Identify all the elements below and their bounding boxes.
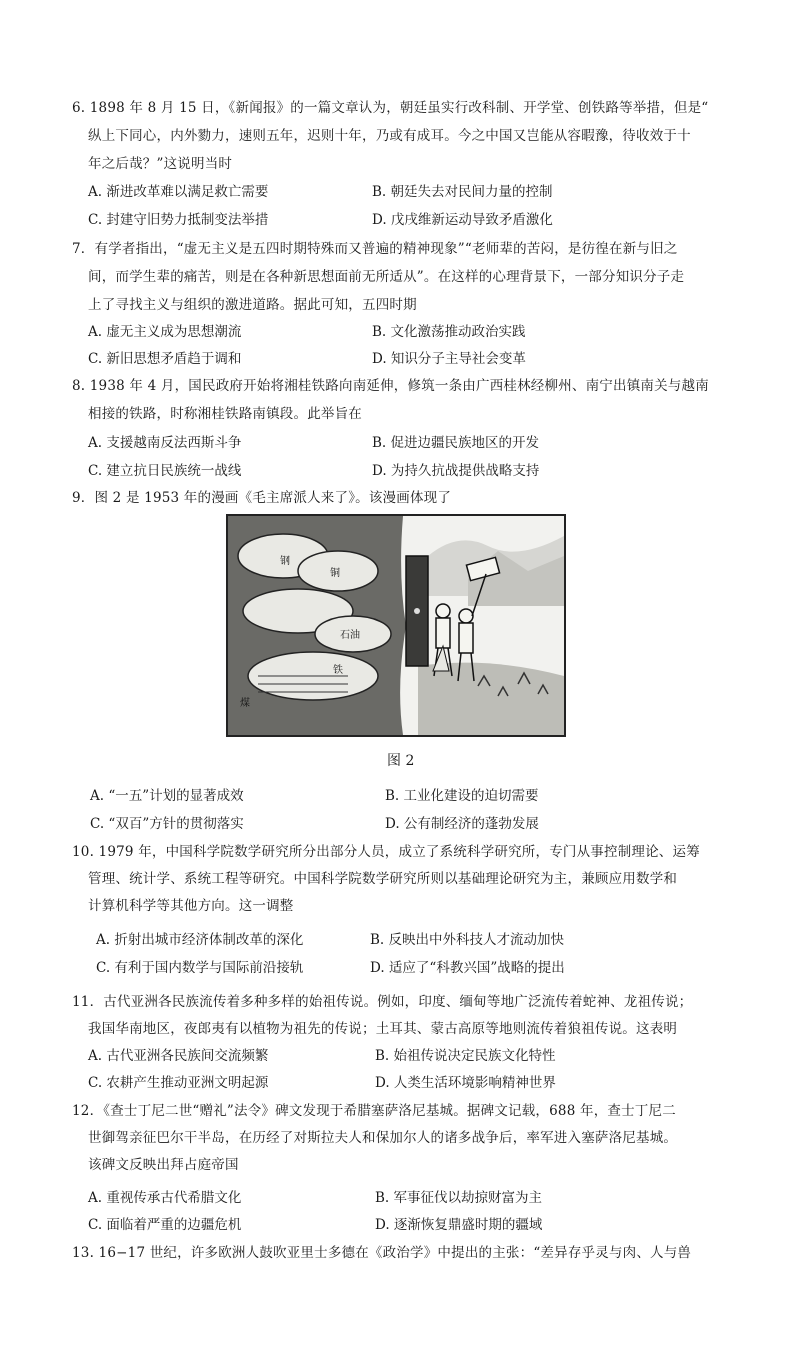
question-6-stem-line-3: 年之后哉？”这说明当时 [88, 156, 233, 172]
question-7-option-c: C. 新旧思想矛盾趋于调和 [88, 351, 242, 367]
question-10-option-b: B. 反映出中外科技人才流动加快 [370, 932, 565, 948]
question-13-stem-line-1: 13. 16−17 世纪，许多欧洲人鼓吹亚里士多德在《政治学》中提出的主张：“差异存乎灵与肉、人与兽 [72, 1245, 692, 1261]
question-10-stem-line-2: 管理、统计学、系统工程等研究。中国科学院数学研究所则以基础理论研究为主，兼顾应用数学和 [88, 871, 678, 887]
question-6-option-d: D. 戊戌维新运动导致矛盾激化 [372, 212, 553, 228]
question-8-stem-line-2: 相接的铁路，时称湘桂铁路南镇段。此举旨在 [88, 406, 362, 422]
question-7-stem-line-1: 7．有学者指出，“虚无主义是五四时期特殊而又普遍的精神现象”“老师辈的苦闷，是彷徨在新与旧之 [72, 241, 678, 257]
question-7-option-b: B. 文化激荡推动政治实践 [372, 324, 526, 340]
question-11-option-c: C. 农耕产生推动亚洲文明起源 [88, 1075, 269, 1091]
question-10-option-a: A. 折射出城市经济体制改革的深化 [96, 932, 304, 948]
question-12-stem-line-1: 12．《查士丁尼二世“赠礼”法令》碑文发现于希腊塞萨洛尼基城。据碑文记载，688 年，查士丁尼二 [72, 1103, 676, 1119]
cartoon-label-steel: 钢 [280, 556, 290, 567]
question-8-option-d: D. 为持久抗战提供战略支持 [372, 463, 540, 479]
cartoon-illustration [228, 516, 564, 735]
question-7-stem-line-2: 间，而学生辈的痛苦，则是在各种新思想面前无所适从”。在这样的心理背景下，一部分知识分子走 [88, 269, 685, 285]
question-6-stem-line-2: 纵上下同心，内外勠力，速则五年，迟则十年，乃或有成耳。今之中国又岂能从容暇豫，待收效于十 [88, 128, 691, 144]
question-9-stem-line-1: 9．图 2 是 1953 年的漫画《毛主席派人来了》。该漫画体现了 [72, 490, 452, 506]
question-12-stem-line-3: 该碑文反映出拜占庭帝国 [88, 1157, 239, 1173]
question-9-option-c: C. “双百”方针的贯彻落实 [90, 816, 244, 832]
cartoon-label-iron: 铁 [333, 665, 343, 676]
question-10-option-c: C. 有利于国内数学与国际前沿接轨 [96, 960, 304, 976]
figure-caption: 图 2 [387, 753, 415, 769]
question-8-stem-line-1: 8. 1938 年 4 月，国民政府开始将湘桂铁路向南延伸，修筑一条由广西桂林经柳州、南宁出镇南关与越南 [72, 378, 709, 394]
question-10-option-d: D. 适应了“科教兴国”战略的提出 [370, 960, 565, 976]
question-10-stem-line-1: 10. 1979 年，中国科学院数学研究所分出部分人员，成立了系统科学研究所，专门从事控制理论、运筹 [72, 844, 700, 860]
cartoon-label-oil: 石油 [340, 630, 360, 641]
question-7-option-a: A. 虚无主义成为思想潮流 [88, 324, 242, 340]
question-12-option-b: B. 军事征伐以劫掠财富为主 [375, 1190, 543, 1206]
question-11-option-b: B. 始祖传说决定民族文化特性 [375, 1048, 556, 1064]
cartoon-label-coal: 煤 [240, 698, 250, 709]
question-11-option-a: A. 古代亚洲各民族间交流频繁 [88, 1048, 269, 1064]
question-6-option-a: A. 渐进改革难以满足救亡需要 [88, 184, 269, 200]
cartoon-figure [226, 514, 566, 737]
question-6-stem-line-1: 6. 1898 年 8 月 15 日，《新闻报》的一篇文章认为，朝廷虽实行改科制、开学堂、创铁路等举措，但是“ [72, 100, 709, 116]
question-11-option-d: D. 人类生活环境影响精神世界 [375, 1075, 556, 1091]
question-12-option-d: D. 逐渐恢复鼎盛时期的疆域 [375, 1217, 543, 1233]
question-7-stem-line-3: 上了寻找主义与组织的激进道路。据此可知，五四时期 [88, 297, 417, 313]
question-6-option-c: C. 封建守旧势力抵制变法举措 [88, 212, 269, 228]
question-8-option-b: B. 促进边疆民族地区的开发 [372, 435, 540, 451]
question-7-option-d: D. 知识分子主导社会变革 [372, 351, 526, 367]
question-11-stem-line-1: 11．古代亚洲各民族流传着多种多样的始祖传说。例如，印度、缅甸等地广泛流传着蛇神、龙祖传说； [72, 994, 693, 1010]
question-12-stem-line-2: 世御驾亲征巴尔干半岛，在历经了对斯拉夫人和保加尔人的诸多战争后，率军进入塞萨洛尼基城。 [88, 1130, 678, 1146]
question-11-stem-line-2: 我国华南地区，夜郎夷有以植物为祖先的传说；土耳其、蒙古高原等地则流传着狼祖传说。这表明 [88, 1021, 678, 1037]
question-6-option-b: B. 朝廷失去对民间力量的控制 [372, 184, 553, 200]
question-8-option-a: A. 支援越南反法西斯斗争 [88, 435, 242, 451]
question-9-option-b: B. 工业化建设的迫切需要 [385, 788, 539, 804]
question-8-option-c: C. 建立抗日民族统一战线 [88, 463, 242, 479]
question-9-option-a: A. “一五”计划的显著成效 [90, 788, 244, 804]
question-12-option-a: A. 重视传承古代希腊文化 [88, 1190, 242, 1206]
question-10-stem-line-3: 计算机科学等其他方向。这一调整 [88, 898, 294, 914]
question-9-option-d: D. 公有制经济的蓬勃发展 [385, 816, 539, 832]
question-12-option-c: C. 面临着严重的边疆危机 [88, 1217, 242, 1233]
cartoon-label-copper: 铜 [330, 568, 340, 579]
